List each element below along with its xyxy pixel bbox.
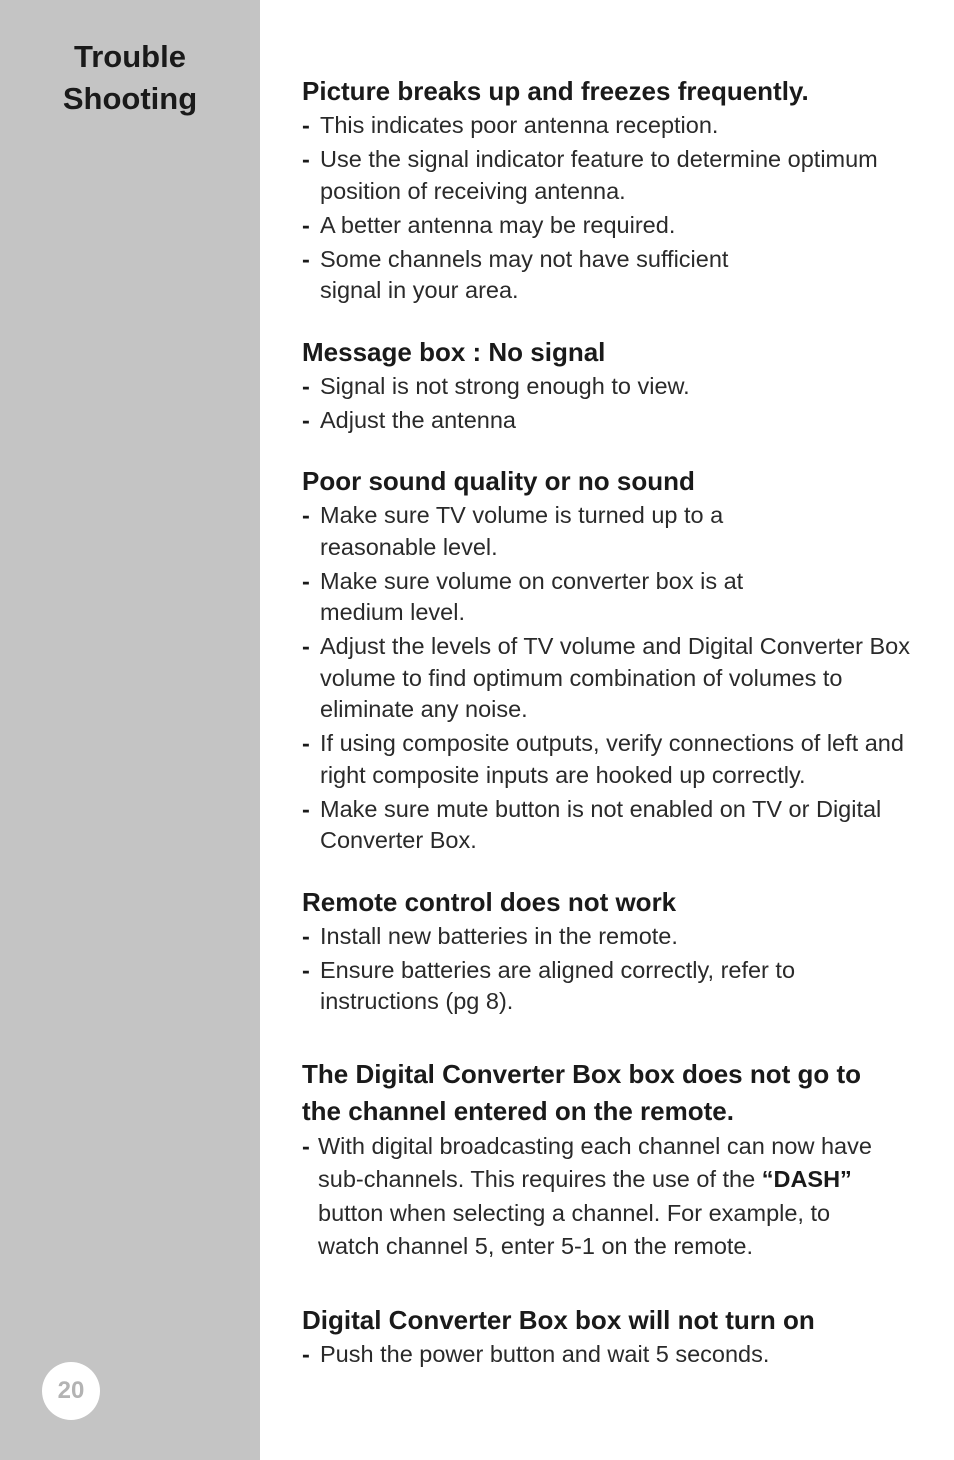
item-list bbox=[302, 500, 922, 857]
list-item: - Make sure mute button is not enabled on TV or Digital Converter Box. bbox=[302, 794, 922, 857]
section-no-signal bbox=[302, 334, 922, 437]
list-item: - Signal is not strong enough to view. bbox=[302, 371, 922, 403]
item-list bbox=[302, 1339, 922, 1371]
list-item: - If using composite outputs, verify connections of left and right composite inputs are hooked up correctly. bbox=[302, 728, 922, 791]
list-item: - Make sure TV volume is turned up to a reasonable level. bbox=[302, 500, 922, 563]
section-heading: Remote control does not work bbox=[302, 886, 677, 917]
section-remote-control bbox=[302, 884, 922, 1018]
section-heading: Poor sound quality or no sound bbox=[302, 466, 695, 496]
section-channel-entry bbox=[302, 1056, 922, 1264]
page-number-badge: 20 bbox=[42, 1362, 100, 1420]
section-heading-line-2: the channel entered on the remote. bbox=[302, 1095, 734, 1126]
section-heading: Message box : No signal bbox=[302, 336, 606, 367]
page-title bbox=[0, 36, 260, 120]
list-item: - Install new batteries in the remote. bbox=[302, 921, 922, 953]
list-item: - Make sure volume on converter box is at medium level. bbox=[302, 566, 922, 629]
dash-instructions-text-1: With digital broadcasting each channel can now have sub-channels. This requires the use of the bbox=[318, 1132, 872, 1192]
dash-button-label: “DASH” bbox=[761, 1166, 852, 1192]
list-item: - A better antenna may be required. bbox=[302, 210, 922, 242]
section-heading: Picture breaks up and freezes frequently. bbox=[302, 76, 809, 106]
section-heading bbox=[302, 1056, 922, 1130]
section-heading-line-1: The Digital Converter Box box does not go to bbox=[302, 1058, 862, 1089]
section-picture-breaks-up bbox=[302, 73, 922, 307]
list-item: - Ensure batteries are aligned correctly, refer to instructions (pg 8). bbox=[302, 955, 922, 1018]
item-list bbox=[302, 110, 922, 307]
troubleshooting-content bbox=[302, 73, 922, 1373]
list-item: - Push the power button and wait 5 seconds. bbox=[302, 1339, 922, 1371]
list-item: - This indicates poor antenna reception. bbox=[302, 110, 922, 142]
list-item: - Adjust the levels of TV volume and Digital Converter Box volume to find optimum combination of volumes to eliminate any noise. bbox=[302, 631, 922, 726]
dash-instructions-text-2: button when selecting a channel. For example, to watch channel 5, enter 5-1 on the remote. bbox=[318, 1199, 831, 1259]
list-item: - Use the signal indicator feature to determine optimum position of receiving antenna. bbox=[302, 144, 922, 207]
page-title-line-2: Shooting bbox=[62, 81, 198, 116]
page-title-line-1: Trouble bbox=[74, 39, 186, 74]
section-will-not-turn-on bbox=[302, 1302, 922, 1371]
sidebar bbox=[0, 0, 260, 1460]
section-heading: Digital Converter Box box will not turn on bbox=[302, 1304, 815, 1335]
list-item: - Some channels may not have sufficient signal in your area. bbox=[302, 244, 922, 307]
item-list bbox=[302, 921, 922, 1018]
dash-instructions bbox=[302, 1130, 922, 1264]
item-list bbox=[302, 371, 922, 437]
section-poor-sound bbox=[302, 463, 922, 857]
list-item: - Adjust the antenna bbox=[302, 405, 922, 437]
